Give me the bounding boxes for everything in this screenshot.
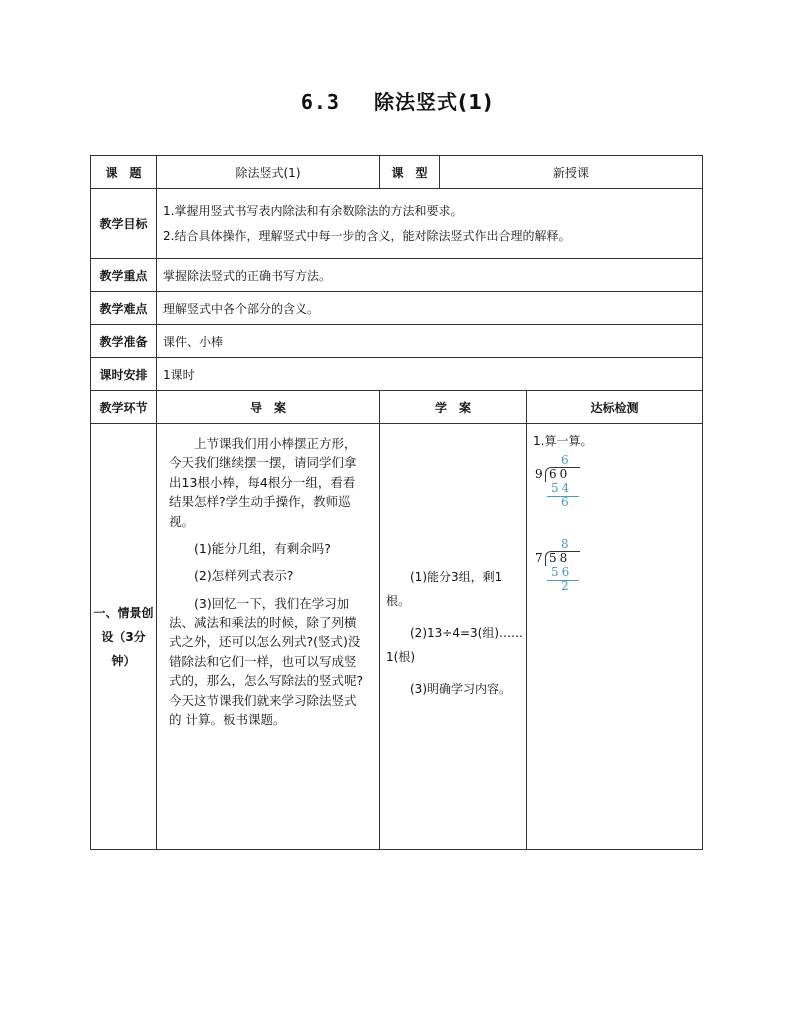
type-label: 课 型 bbox=[380, 156, 440, 189]
guide-paragraph: 上节课我们用小棒摆正方形，今天我们继续摆一摆，请同学们拿出13根小棒，每4根分一组，看看结果怎样?学生动手操作，教师巡视。 bbox=[169, 436, 357, 529]
guide-cell bbox=[157, 424, 380, 850]
stage-label: 一、情景创设（3分钟） bbox=[91, 424, 157, 850]
table-row bbox=[91, 259, 703, 292]
lesson-plan-table bbox=[90, 155, 703, 850]
goal-item: 1.掌握用竖式书写表内除法和有余数除法的方法和要求。 bbox=[163, 203, 463, 218]
study-paragraph: (1)能分3组，剩1根。 bbox=[386, 569, 503, 608]
key-value: 掌握除法竖式的正确书写方法。 bbox=[157, 259, 703, 292]
key-label: 教学重点 bbox=[91, 259, 157, 292]
lesson-label: 课 题 bbox=[91, 156, 157, 189]
time-value: 1课时 bbox=[157, 358, 703, 391]
dividend: 60 bbox=[549, 467, 571, 481]
header-guide: 导 案 bbox=[157, 391, 380, 424]
divisor: 9 bbox=[535, 467, 543, 481]
header-study: 学 案 bbox=[380, 391, 527, 424]
remainder: 6 bbox=[561, 495, 569, 509]
goal-label: 教学目标 bbox=[91, 189, 157, 259]
product: 56 bbox=[551, 565, 573, 579]
type-value: 新授课 bbox=[440, 156, 703, 189]
time-label: 课时安排 bbox=[91, 358, 157, 391]
product: 54 bbox=[551, 481, 573, 495]
long-division-1 bbox=[535, 453, 595, 507]
table-row bbox=[91, 189, 703, 259]
guide-paragraph: (1)能分几组，有剩余吗? bbox=[194, 540, 331, 556]
lesson-value: 除法竖式(1) bbox=[157, 156, 380, 189]
table-row bbox=[91, 391, 703, 424]
long-division-2 bbox=[535, 537, 595, 591]
study-cell bbox=[380, 424, 527, 850]
study-paragraph: (2)13÷4=3(组)……1(根) bbox=[386, 625, 524, 664]
quotient: 6 bbox=[561, 453, 569, 467]
remainder: 2 bbox=[561, 579, 569, 593]
section-title: 除法竖式(1) bbox=[373, 90, 494, 114]
header-check: 达标检测 bbox=[527, 391, 703, 424]
study-paragraph: (3)明确学习内容。 bbox=[410, 681, 511, 696]
page-title bbox=[0, 86, 794, 115]
table-row bbox=[91, 358, 703, 391]
goal-cell bbox=[157, 189, 703, 259]
quotient: 8 bbox=[561, 537, 569, 551]
section-number: 6.3 bbox=[300, 90, 340, 114]
guide-paragraph: (2)怎样列式表示? bbox=[194, 568, 294, 584]
table-row bbox=[91, 156, 703, 189]
difficulty-value: 理解竖式中各个部分的含义。 bbox=[157, 292, 703, 325]
check-title: 1.算一算。 bbox=[533, 434, 593, 448]
goal-item: 2.结合具体操作，理解竖式中每一步的含义，能对除法竖式作出合理的解释。 bbox=[163, 229, 571, 243]
guide-paragraph: (3)回忆一下，我们在学习加法、减法和乘法的时候，除了列横式之外，还可以怎么列式?(竖式)没错除法和它们一样，也可以写成竖式的，那么，怎么写除法的竖式呢?今天这节课我们就来学习除法竖式的 计算。板书课题。 bbox=[169, 595, 364, 727]
table-row bbox=[91, 325, 703, 358]
header-stage: 教学环节 bbox=[91, 391, 157, 424]
prep-label: 教学准备 bbox=[91, 325, 157, 358]
table-row bbox=[91, 292, 703, 325]
check-cell bbox=[527, 424, 703, 850]
divisor: 7 bbox=[535, 551, 543, 565]
dividend: 58 bbox=[549, 551, 571, 565]
difficulty-label: 教学难点 bbox=[91, 292, 157, 325]
prep-value: 课件、小棒 bbox=[157, 325, 703, 358]
table-row bbox=[91, 424, 703, 850]
